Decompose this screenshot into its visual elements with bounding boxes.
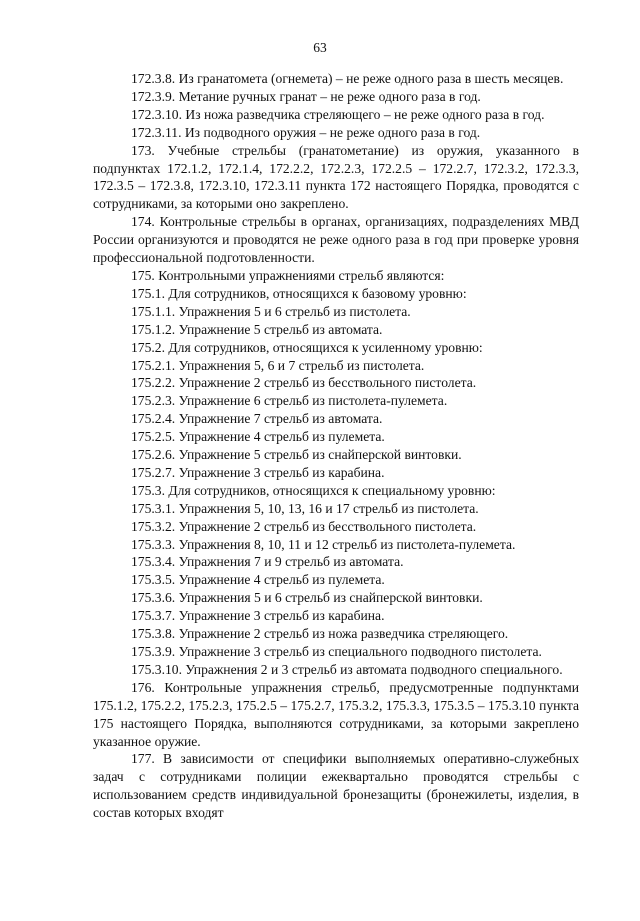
paragraph-176: 176. Контрольные упражнения стрельб, предусмотренные подпунктами 175.1.2, 175.2.2, 175.2.3, 175.2.5 – 175.2.7, 175.3.2, 175.3.3, 175.3.5 – 175.3.10 пункта 175 настоящего Порядка, выполняются сотрудниками, за которыми закреплено указанное оружие. [93, 679, 579, 749]
paragraph-172-3-9: 172.3.9. Метание ручных гранат – не реже одного раза в год. [131, 88, 481, 104]
paragraph-175-2: 175.2. Для сотрудников, относящихся к усиленному уровню: [131, 339, 483, 355]
paragraph-175-3-4: 175.3.4. Упражнения 7 и 9 стрельб из автомата. [131, 554, 404, 570]
paragraph-175-2-6: 175.2.6. Упражнение 5 стрельб из снайперской винтовки. [131, 447, 462, 463]
paragraph-175-3-2: 175.3.2. Упражнение 2 стрельб из бесствольного пистолета. [131, 518, 477, 534]
document-body [93, 70, 579, 822]
paragraph-172-3-11: 172.3.11. Из подводного оружия – не реже одного раза в год. [131, 124, 481, 140]
paragraph-177: 177. В зависимости от специфики выполняемых оперативно-служебных задач с сотрудниками полиции ежеквартально проводятся стрельбы с использованием средств индивидуальной бронезащиты (бронежилеты, изделия, в состав которых входят [93, 751, 579, 821]
paragraph-175-3-5: 175.3.5. Упражнение 4 стрельб из пулемета. [131, 572, 385, 588]
paragraph-175-2-7: 175.2.7. Упражнение 3 стрельб из карабина. [131, 464, 385, 480]
paragraph-175: 175. Контрольными упражнениями стрельб являются: [131, 267, 445, 283]
paragraph-172-3-8: 172.3.8. Из гранатомета (огнемета) – не реже одного раза в шесть месяцев. [131, 71, 564, 86]
paragraph-175-2-1: 175.2.1. Упражнения 5, 6 и 7 стрельб из пистолета. [131, 357, 425, 373]
paragraph-175-3-9: 175.3.9. Упражнение 3 стрельб из специального подводного пистолета. [131, 644, 542, 659]
paragraph-174: 174. Контрольные стрельбы в органах, организациях, подразделениях МВД России организуются и проводятся не реже одного раза в год при проверке уровня профессиональной подготовленности. [93, 214, 579, 266]
paragraph-173: 173. Учебные стрельбы (гранатометание) из оружия, указанного в подпунктах 172.1.2, 172.1.4, 172.2.2, 172.2.3, 172.2.5 – 172.2.7, 172.3.2, 172.3.3, 172.3.5 – 172.3.8, 172.3.10, 172.3.11 пункта 172 настоящего Порядка, проводятся с сотрудниками, за которыми оно закреплено. [93, 142, 579, 212]
paragraph-175-3-3: 175.3.3. Упражнения 8, 10, 11 и 12 стрельб из пистолета-пулемета. [131, 536, 516, 552]
paragraph-175-3-7: 175.3.7. Упражнение 3 стрельб из карабина. [131, 608, 385, 624]
paragraph-175-3-6: 175.3.6. Упражнения 5 и 6 стрельб из снайперской винтовки. [131, 590, 483, 606]
paragraph-175-3-1: 175.3.1. Упражнения 5, 10, 13, 16 и 17 стрельб из пистолета. [131, 500, 479, 516]
paragraph-175-3-8: 175.3.8. Упражнение 2 стрельб из ножа разведчика стреляющего. [131, 626, 509, 642]
paragraph-175-2-4: 175.2.4. Упражнение 7 стрельб из автомата. [131, 411, 383, 427]
paragraph-175-1-1: 175.1.1. Упражнения 5 и 6 стрельб из пистолета. [131, 303, 411, 319]
paragraph-175-1: 175.1. Для сотрудников, относящихся к базовому уровню: [131, 285, 467, 301]
page-number: 63 [313, 40, 327, 55]
paragraph-175-3: 175.3. Для сотрудников, относящихся к специальному уровню: [131, 482, 496, 498]
paragraph-175-3-10: 175.3.10. Упражнения 2 и 3 стрельб из автомата подводного специального. [131, 661, 563, 677]
paragraph-175-2-3: 175.2.3. Упражнение 6 стрельб из пистолета-пулемета. [131, 393, 448, 409]
paragraph-175-2-5: 175.2.5. Упражнение 4 стрельб из пулемета. [131, 429, 385, 445]
paragraph-175-2-2: 175.2.2. Упражнение 2 стрельб из бесствольного пистолета. [131, 375, 477, 391]
paragraph-172-3-10: 172.3.10. Из ножа разведчика стреляющего – не реже одного раза в год. [131, 106, 545, 122]
paragraph-175-1-2: 175.1.2. Упражнение 5 стрельб из автомата. [131, 321, 383, 337]
